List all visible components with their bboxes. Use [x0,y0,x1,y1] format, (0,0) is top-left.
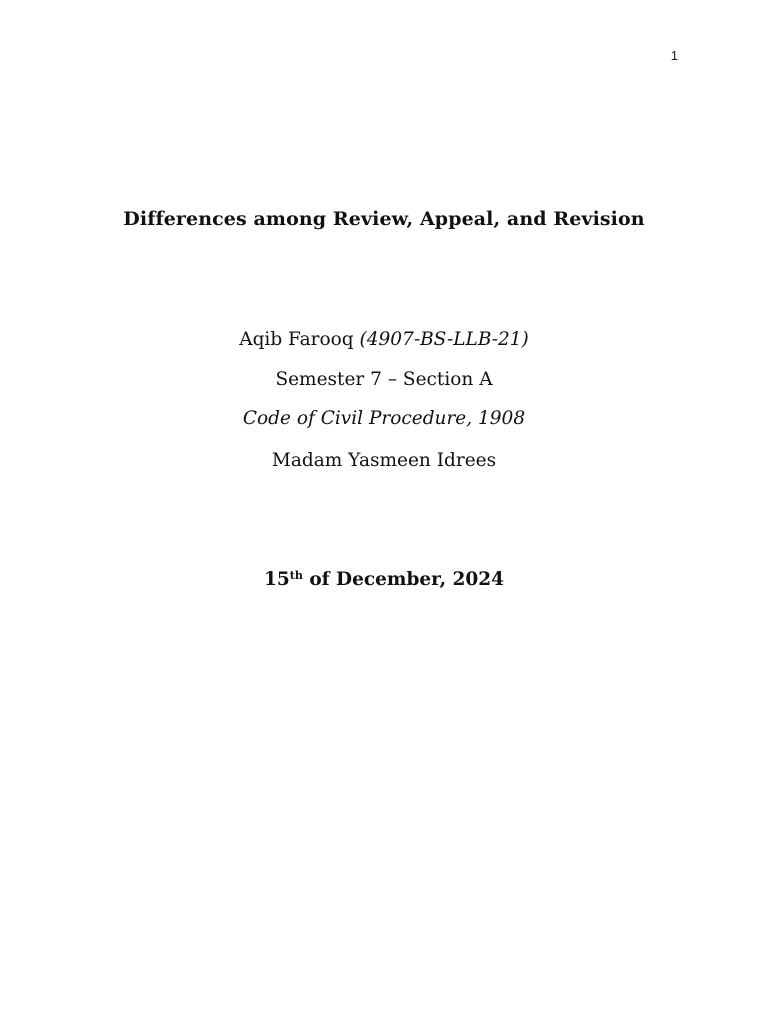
roll-number: (4907-BS-LLB-21) [359,329,529,350]
date-day: 15 [264,569,290,590]
document-title: Differences among Review, Appeal, and Revision [123,208,645,230]
author-name: Aqib Farooq [239,329,354,350]
semester-section: Semester 7 – Section A [275,369,493,390]
date-ordinal-suffix: th [289,569,303,582]
instructor-name: Madam Yasmeen Idrees [271,450,497,471]
course-name: Code of Civil Procedure, 1908 [242,408,526,429]
date-rest: of December, 2024 [302,569,504,590]
submission-date [0,569,768,590]
page-number: 1 [670,48,678,63]
author-line [0,329,768,350]
